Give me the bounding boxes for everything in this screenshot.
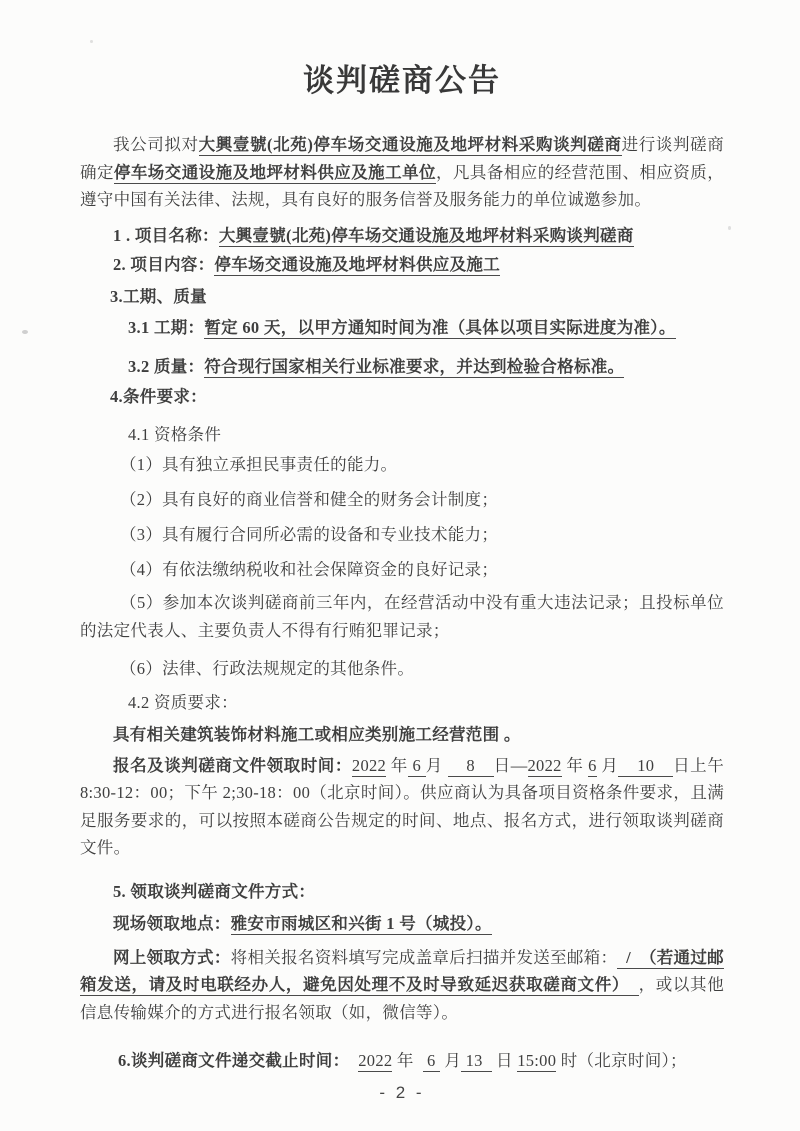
section5-heading: 5. 领取谈判磋商文件方式： <box>113 881 316 901</box>
deadline-time: 15:00 <box>517 1051 557 1070</box>
signup-sep: 日— <box>493 755 528 775</box>
project-name-item <box>80 222 724 250</box>
signup-sep: 月 <box>425 755 448 775</box>
project-content-item <box>80 251 724 279</box>
online-pickup-label: 网上领取方式： <box>113 947 231 967</box>
signup-year2: 2022 <box>527 755 562 775</box>
intro-project-name: 大興壹號(北苑)停车场交通设施及地坪材料采购谈判磋商 <box>198 135 622 154</box>
online-pickup-text: 将相关报名资料填写完成盖章后扫描并发送至邮箱： <box>230 947 618 967</box>
deadline-label: 6.谈判磋商文件递交截止时间： <box>118 1051 350 1070</box>
duration-item <box>80 314 724 342</box>
document-title: 谈判磋商公告 <box>303 63 501 98</box>
deadline-month: 6 <box>422 1051 440 1070</box>
project-name-label: 1 . 项目名称： <box>113 225 219 245</box>
online-pickup-paragraph <box>80 944 724 1027</box>
quality-item <box>80 353 724 381</box>
signup-tail: 日上午8:30-12：00；下午 2;30-18：00（北京时间）。供应商认为具备项目资格条件要求，且满足服务要求的，可以按照本磋商公告规定的时间、地点、报名方式，进行领取谈判磋商文件。 <box>80 755 725 857</box>
project-name-value: 大興壹號(北苑)停车场交通设施及地坪材料采购谈判磋商 <box>218 225 634 245</box>
condition-item-5: （5）参加本次谈判磋商前三年内，在经营活动中没有重大违法记录；且投标单位的法定代表人、主要负责人不得有行贿犯罪记录； <box>80 593 724 640</box>
deadline-sep: 月 <box>439 1051 462 1070</box>
duration-label: 3.1 工期： <box>128 318 205 337</box>
signup-sep: 年 <box>386 755 408 775</box>
signup-sep: 月 <box>596 755 619 775</box>
project-content-value: 停车场交通设施及地坪材料供应及施工 <box>214 255 501 274</box>
online-pickup-tail: ，或以其他信息传输媒介的方式进行报名领取（如，微信等）。 <box>80 975 725 1022</box>
condition-item-6: （6）法律、行政法规规定的其他条件。 <box>120 659 415 678</box>
condition-item-3: （3）具有履行合同所必需的设备和专业技术能力； <box>120 525 499 544</box>
credential-subheading: 4.2 资质要求： <box>128 692 238 712</box>
qualification-subheading: 4.1 资格条件 <box>128 424 222 444</box>
signup-day2: 10 <box>618 755 674 775</box>
signup-month2: 6 <box>588 755 597 775</box>
signup-year1: 2022 <box>351 755 387 775</box>
signup-sep: 年 <box>561 755 589 775</box>
intro-lead: 我公司拟对 <box>113 135 199 154</box>
onsite-pickup-label: 现场领取地点： <box>113 914 231 933</box>
quality-value: 符合现行国家相关行业标准要求，并达到检验合格标准。 <box>204 356 625 376</box>
deadline-item <box>80 1047 724 1075</box>
signup-month1: 6 <box>407 755 426 775</box>
signup-time-label: 报名及谈判磋商文件领取时间： <box>113 755 352 775</box>
signup-time-paragraph <box>80 752 724 862</box>
business-scope-text: 具有相关建筑装饰材料施工或相应类别施工经营范围 。 <box>113 725 521 744</box>
duration-value: 暂定 60 天，以甲方通知时间为准（具体以项目实际进度为准）。 <box>204 318 676 337</box>
intro-mid: 进行谈判磋商确定 <box>80 135 724 182</box>
document-content <box>80 0 724 1106</box>
quality-label: 3.2 质量： <box>128 356 205 376</box>
deadline-tail: 时（北京时间）； <box>556 1051 687 1070</box>
scan-speck <box>728 226 731 230</box>
project-content-label: 2. 项目内容： <box>113 255 215 274</box>
onsite-pickup-item <box>80 910 724 938</box>
signup-day1: 8 <box>447 755 494 775</box>
onsite-pickup-value: 雅安市雨城区和兴街 1 号（城投）。 <box>230 914 492 933</box>
section4-heading: 4.条件要求： <box>110 387 207 406</box>
online-pickup-blank: / （若通过邮箱发送，请及时电联经办人，避免因处理不及时导致延迟获取磋商文件） <box>80 947 724 994</box>
intro-unit: 停车场交通设施及地坪材料供应及施工单位 <box>113 162 436 182</box>
deadline-sep <box>349 1051 358 1070</box>
intro-paragraph <box>80 131 724 214</box>
scan-speck <box>22 330 28 334</box>
deadline-sep: 年 <box>392 1051 423 1070</box>
intro-tail: ，凡具备相应的经营范围、相应资质，遵守中国有关法律、法规，具有良好的服务信誉及服务能力的单位诚邀参加。 <box>80 162 724 209</box>
condition-item-4: （4）有依法缴纳税收和社会保障资金的良好记录； <box>120 559 499 579</box>
deadline-year: 2022 <box>358 1051 393 1070</box>
deadline-day: 13 <box>461 1051 492 1070</box>
condition-item-2: （2）具有良好的商业信誉和健全的财务会计制度； <box>120 489 499 509</box>
section3-heading: 3.工期、质量 <box>110 286 207 306</box>
condition-item-1: （1）具有独立承担民事责任的能力。 <box>120 455 398 474</box>
deadline-sep: 日 <box>491 1051 518 1070</box>
page-number: - 2 - <box>379 1082 425 1102</box>
